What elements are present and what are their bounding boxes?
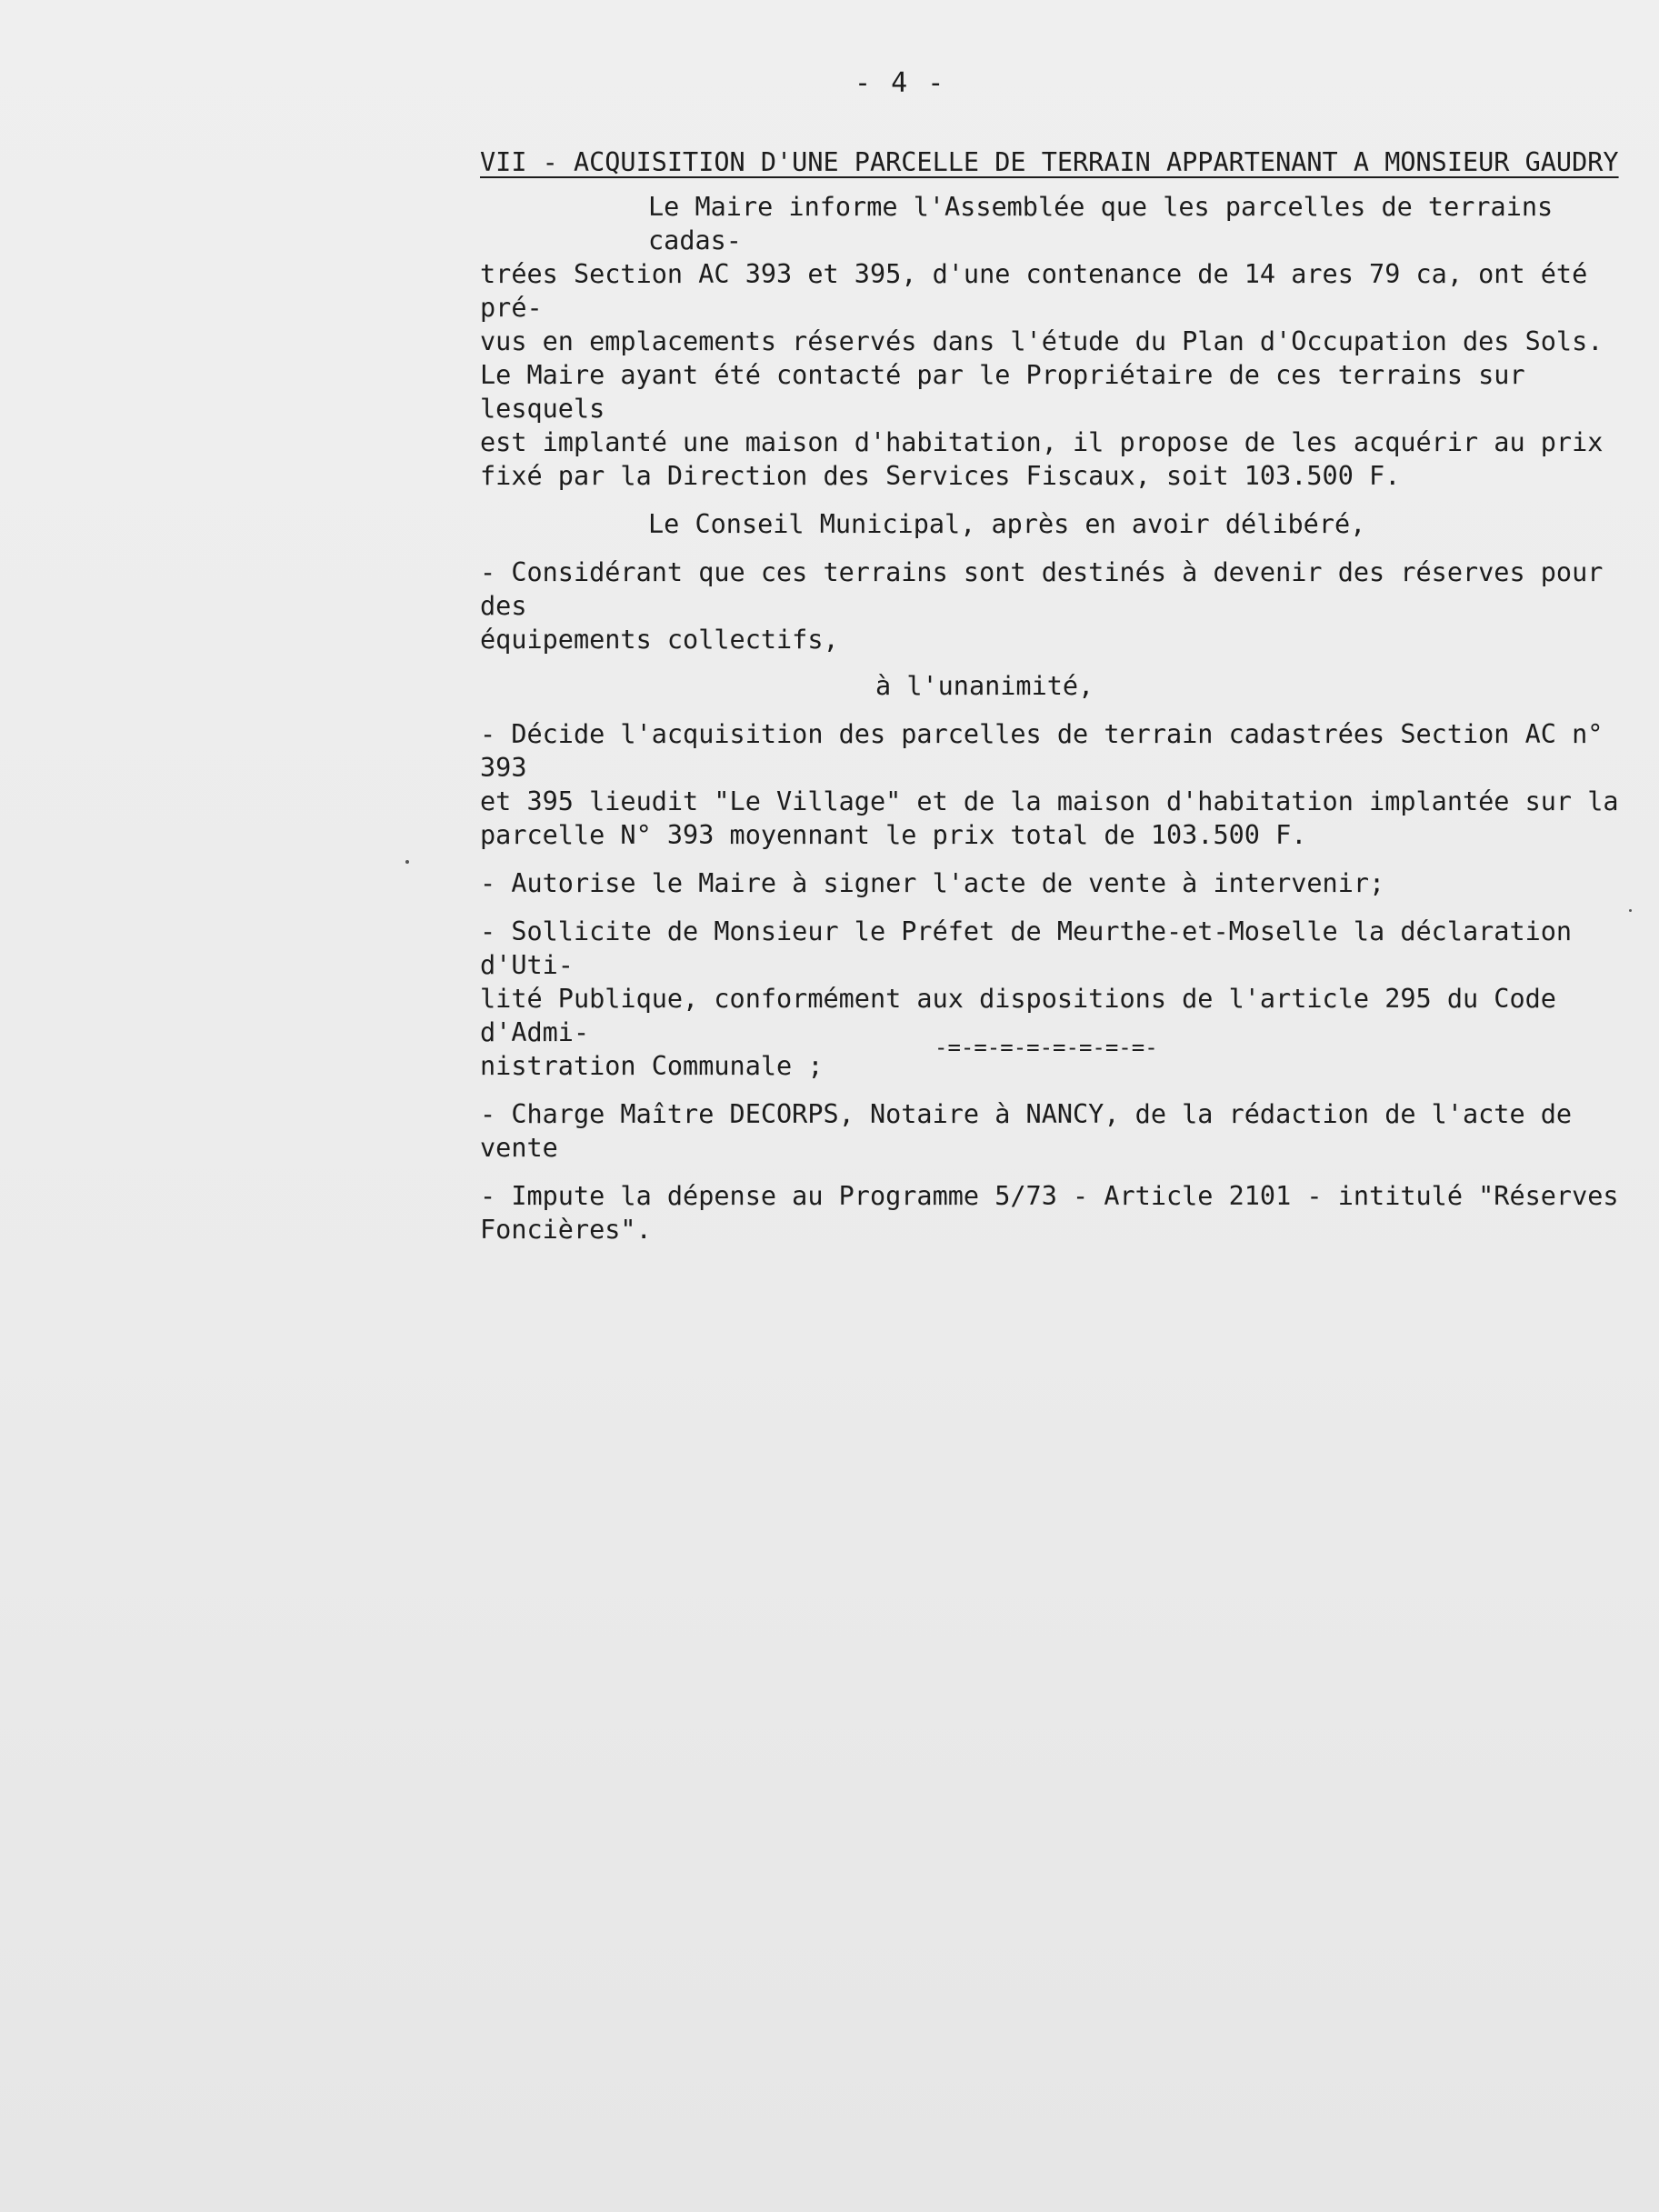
scan-speck [405, 860, 409, 864]
section-separator: -=-=-=-=-=-=-=-=- [934, 1035, 1158, 1060]
text-line: Foncières". [480, 1215, 652, 1245]
text-line: trées Section AC 393 et 395, d'une contenance de 14 ares 79 ca, ont été pré- [480, 259, 1588, 323]
text-line: - Décide l'acquisition des parcelles de terrain cadastrées Section AC n° 393 [480, 719, 1604, 783]
document-body [480, 145, 1634, 1246]
text-line: et 395 lieudit "Le Village" et de la maison d'habitation implantée sur la [480, 786, 1619, 816]
considerant-paragraph [480, 556, 1634, 656]
text-line: - Considérant que ces terrains sont destinés à devenir des réserves pour des [480, 557, 1604, 621]
text-line: Le Maire ayant été contacté par le Propriétaire de ces terrains sur lesquels [480, 360, 1525, 424]
text-line: nistration Communale ; [480, 1051, 824, 1081]
text-line: fixé par la Direction des Services Fiscaux, soit 103.500 F. [480, 461, 1401, 491]
unanimite-line: à l'unanimité, [875, 671, 1094, 701]
intro-paragraph [480, 190, 1634, 493]
decide-paragraph [480, 717, 1634, 852]
text-line: est implanté une maison d'habitation, il propose de les acquérir au prix [480, 427, 1604, 457]
text-line: - Impute la dépense au Programme 5/73 - Article 2101 - intitulé "Réserves [480, 1181, 1619, 1211]
section-heading: VII - ACQUISITION D'UNE PARCELLE DE TERRAIN APPARTENANT A MONSIEUR GAUDRY [480, 147, 1619, 177]
conseil-line: Le Conseil Municipal, après en avoir délibéré, [648, 509, 1366, 539]
text-line: - Sollicite de Monsieur le Préfet de Meurthe-et-Moselle la déclaration d'Uti- [480, 916, 1573, 980]
page-number: - 4 - [854, 67, 946, 99]
charge-line: - Charge Maître DECORPS, Notaire à NANCY, de la rédaction de l'acte de vente [480, 1099, 1573, 1163]
text-line: lité Publique, conformément aux dispositions de l'article 295 du Code d'Admi- [480, 984, 1556, 1047]
autorise-line: - Autorise le Maire à signer l'acte de vente à intervenir; [480, 868, 1385, 898]
scan-speck [1629, 909, 1632, 912]
text-line: équipements collectifs, [480, 625, 839, 655]
text-line: vus en emplacements réservés dans l'étude du Plan d'Occupation des Sols. [480, 326, 1604, 356]
text-line: parcelle N° 393 moyennant le prix total de 103.500 F. [480, 820, 1307, 850]
text-line: Le Maire informe l'Assemblée que les parcelles de terrains cadas- [648, 192, 1554, 255]
impute-paragraph [480, 1179, 1634, 1246]
